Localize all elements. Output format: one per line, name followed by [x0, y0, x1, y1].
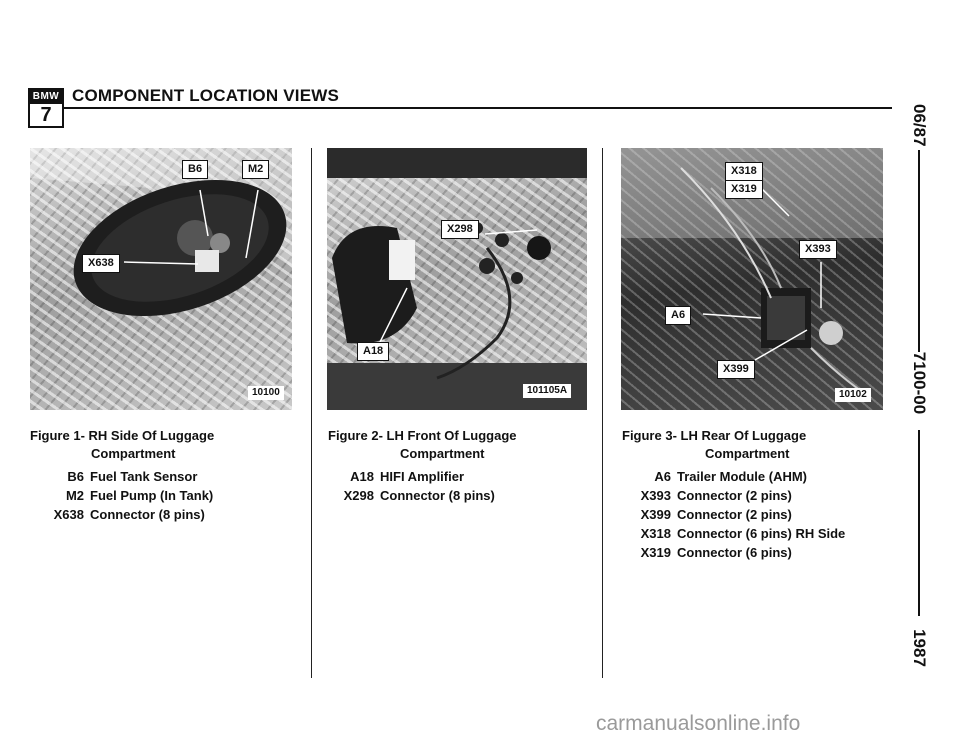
figure-3-photo [621, 148, 883, 410]
callout-b6: B6 [182, 160, 208, 179]
legend-desc: Connector (8 pins) [380, 488, 495, 503]
legend-desc: Connector (6 pins) RH Side [677, 526, 846, 541]
legend-code: B6 [67, 469, 84, 484]
legend-desc: Trailer Module (AHM) [677, 469, 808, 484]
bmw-7-logo [28, 88, 64, 128]
figure-2-photo [327, 148, 587, 410]
legend-row [340, 486, 495, 505]
side-rule-1 [918, 150, 920, 352]
legend-code: X393 [640, 488, 671, 503]
figure-1-caption [30, 427, 214, 463]
callout-x399: X399 [717, 360, 755, 379]
figure-3-legend [637, 467, 845, 562]
legend-code: X638 [53, 507, 84, 522]
legend-row [637, 505, 845, 524]
page-title: COMPONENT LOCATION VIEWS [72, 86, 340, 105]
title-rule [64, 107, 892, 109]
figure-3-caption-line2: Compartment [705, 446, 790, 461]
callout-a6: A6 [665, 306, 691, 325]
logo-brand: BMW [30, 90, 62, 104]
side-rule-2 [918, 430, 920, 616]
callout-x318: X318 [725, 162, 763, 181]
logo-series: 7 [40, 104, 52, 126]
column-divider-1 [311, 148, 312, 678]
figure-3-photo-id: 10102 [835, 388, 871, 402]
side-section-number: 7100-00 [910, 351, 929, 415]
side-date: 06/87 [910, 104, 929, 147]
legend-row [637, 486, 845, 505]
legend-row [637, 543, 845, 562]
column-divider-2 [602, 148, 603, 678]
legend-code: X298 [343, 488, 374, 503]
side-year: 1987 [910, 629, 929, 667]
legend-desc: Fuel Tank Sensor [90, 469, 198, 484]
callout-x638: X638 [82, 254, 120, 273]
figure-2-caption-line1: Figure 2- LH Front Of Luggage [328, 428, 517, 443]
figure-2-caption-line2: Compartment [400, 446, 485, 461]
legend-desc: Fuel Pump (In Tank) [90, 488, 214, 503]
watermark: carmanualsonline.info [596, 712, 801, 735]
figure-2-legend [340, 467, 495, 505]
figure-1-photo-id: 10100 [248, 386, 284, 400]
figure-1-caption-line1: Figure 1- RH Side Of Luggage [30, 428, 215, 443]
callout-a18: A18 [357, 342, 389, 361]
legend-desc: Connector (6 pins) [677, 545, 792, 560]
legend-row [637, 524, 845, 543]
legend-code: A18 [350, 469, 374, 484]
legend-row [44, 486, 213, 505]
legend-row [340, 467, 495, 486]
figure-2-caption [328, 427, 517, 463]
legend-code: X318 [640, 526, 671, 541]
callout-x319: X319 [725, 180, 763, 199]
figure-1-caption-line2: Compartment [91, 446, 176, 461]
legend-desc: HIFI Amplifier [380, 469, 465, 484]
callout-x298: X298 [441, 220, 479, 239]
legend-row [637, 467, 845, 486]
figure-2-photo-id: 101105A [523, 384, 571, 398]
legend-code: X399 [640, 507, 671, 522]
callout-x393: X393 [799, 240, 837, 259]
figure-3-caption-line1: Figure 3- LH Rear Of Luggage [622, 428, 807, 443]
figure-1-legend [44, 467, 213, 524]
legend-row [44, 467, 213, 486]
figure-1-illustration [30, 148, 292, 410]
figure-1-photo [30, 148, 292, 410]
figure-3-caption [622, 427, 806, 463]
legend-desc: Connector (8 pins) [90, 507, 205, 522]
legend-desc: Connector (2 pins) [677, 488, 792, 503]
figure-2-illustration [327, 148, 587, 410]
callout-m2: M2 [242, 160, 269, 179]
legend-code: A6 [654, 469, 671, 484]
legend-desc: Connector (2 pins) [677, 507, 792, 522]
legend-code: X319 [640, 545, 671, 560]
legend-row [44, 505, 213, 524]
legend-code: M2 [65, 488, 84, 503]
